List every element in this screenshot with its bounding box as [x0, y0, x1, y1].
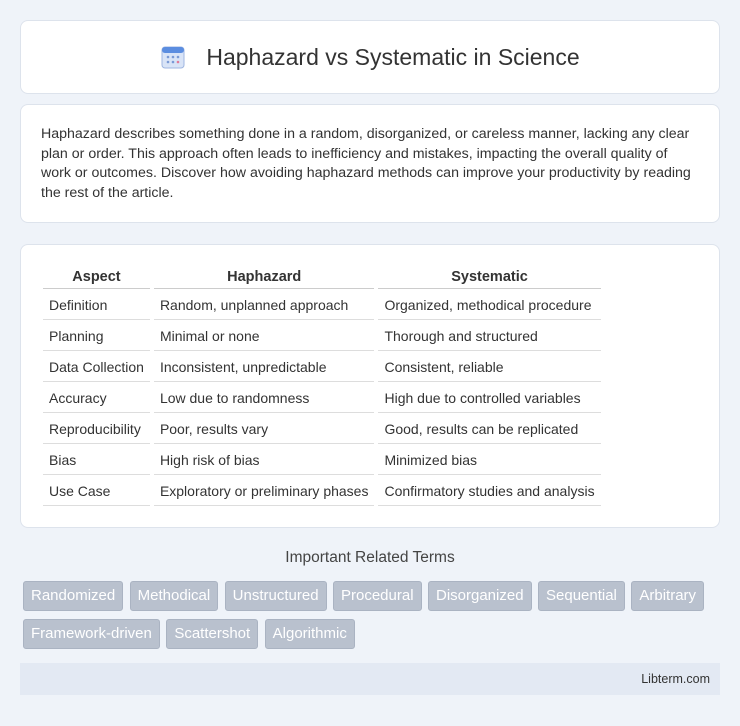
table-row — [43, 351, 601, 382]
related-term-tag[interactable]: Algorithmic — [265, 619, 355, 649]
intro-text: Haphazard describes something done in a random, disorganized, or careless manner, lacking any clear plan or order. This approach often leads to inefficiency and mistakes, impacting the overall quality of work or outcomes. Discover how avoiding haphazard methods can improve your productivity by reading the rest of the article. — [41, 126, 691, 201]
table-cell: Use Case — [43, 475, 150, 506]
related-term-tag[interactable]: Methodical — [130, 581, 219, 611]
comparison-table — [39, 265, 605, 506]
table-row — [43, 475, 601, 506]
table-row — [43, 444, 601, 475]
table-body — [43, 289, 601, 506]
table-row — [43, 320, 601, 351]
table-row — [43, 413, 601, 444]
footer — [20, 663, 720, 695]
table-cell: Organized, methodical procedure — [378, 289, 600, 320]
table-cell: Good, results can be replicated — [378, 413, 600, 444]
column-header: Systematic — [378, 265, 600, 289]
related-term-tag[interactable]: Scattershot — [166, 619, 258, 649]
table-row — [43, 382, 601, 413]
table-cell: Reproducibility — [43, 413, 150, 444]
table-cell: High risk of bias — [154, 444, 375, 475]
table-header-row — [43, 265, 601, 289]
table-cell: Confirmatory studies and analysis — [378, 475, 600, 506]
comparison-card — [20, 244, 720, 528]
related-terms-list — [23, 581, 723, 657]
column-header: Haphazard — [154, 265, 375, 289]
related-term-tag[interactable]: Unstructured — [225, 581, 327, 611]
table-cell: Bias — [43, 444, 150, 475]
related-terms-title: Important Related Terms — [285, 549, 455, 566]
table-row — [43, 289, 601, 320]
table-cell: Low due to randomness — [154, 382, 375, 413]
table-cell: Minimal or none — [154, 320, 375, 351]
related-term-tag[interactable]: Procedural — [333, 581, 422, 611]
table-cell: Thorough and structured — [378, 320, 600, 351]
intro-card — [20, 104, 720, 223]
table-cell: Inconsistent, unpredictable — [154, 351, 375, 382]
calendar-icon — [160, 44, 186, 70]
related-term-tag[interactable]: Randomized — [23, 581, 123, 611]
related-term-tag[interactable]: Framework-driven — [23, 619, 160, 649]
table-cell: Random, unplanned approach — [154, 289, 375, 320]
table-cell: Data Collection — [43, 351, 150, 382]
table-cell: Exploratory or preliminary phases — [154, 475, 375, 506]
related-term-tag[interactable]: Sequential — [538, 581, 625, 611]
table-cell: Poor, results vary — [154, 413, 375, 444]
related-term-tag[interactable]: Disorganized — [428, 581, 532, 611]
table-cell: Planning — [43, 320, 150, 351]
table-cell: Accuracy — [43, 382, 150, 413]
table-cell: High due to controlled variables — [378, 382, 600, 413]
table-cell: Consistent, reliable — [378, 351, 600, 382]
table-cell: Definition — [43, 289, 150, 320]
page-title: Haphazard vs Systematic in Science — [206, 43, 580, 70]
header-card — [20, 20, 720, 94]
related-term-tag[interactable]: Arbitrary — [631, 581, 704, 611]
table-cell: Minimized bias — [378, 444, 600, 475]
column-header: Aspect — [43, 265, 150, 289]
footer-link[interactable]: Libterm.com — [641, 672, 710, 686]
